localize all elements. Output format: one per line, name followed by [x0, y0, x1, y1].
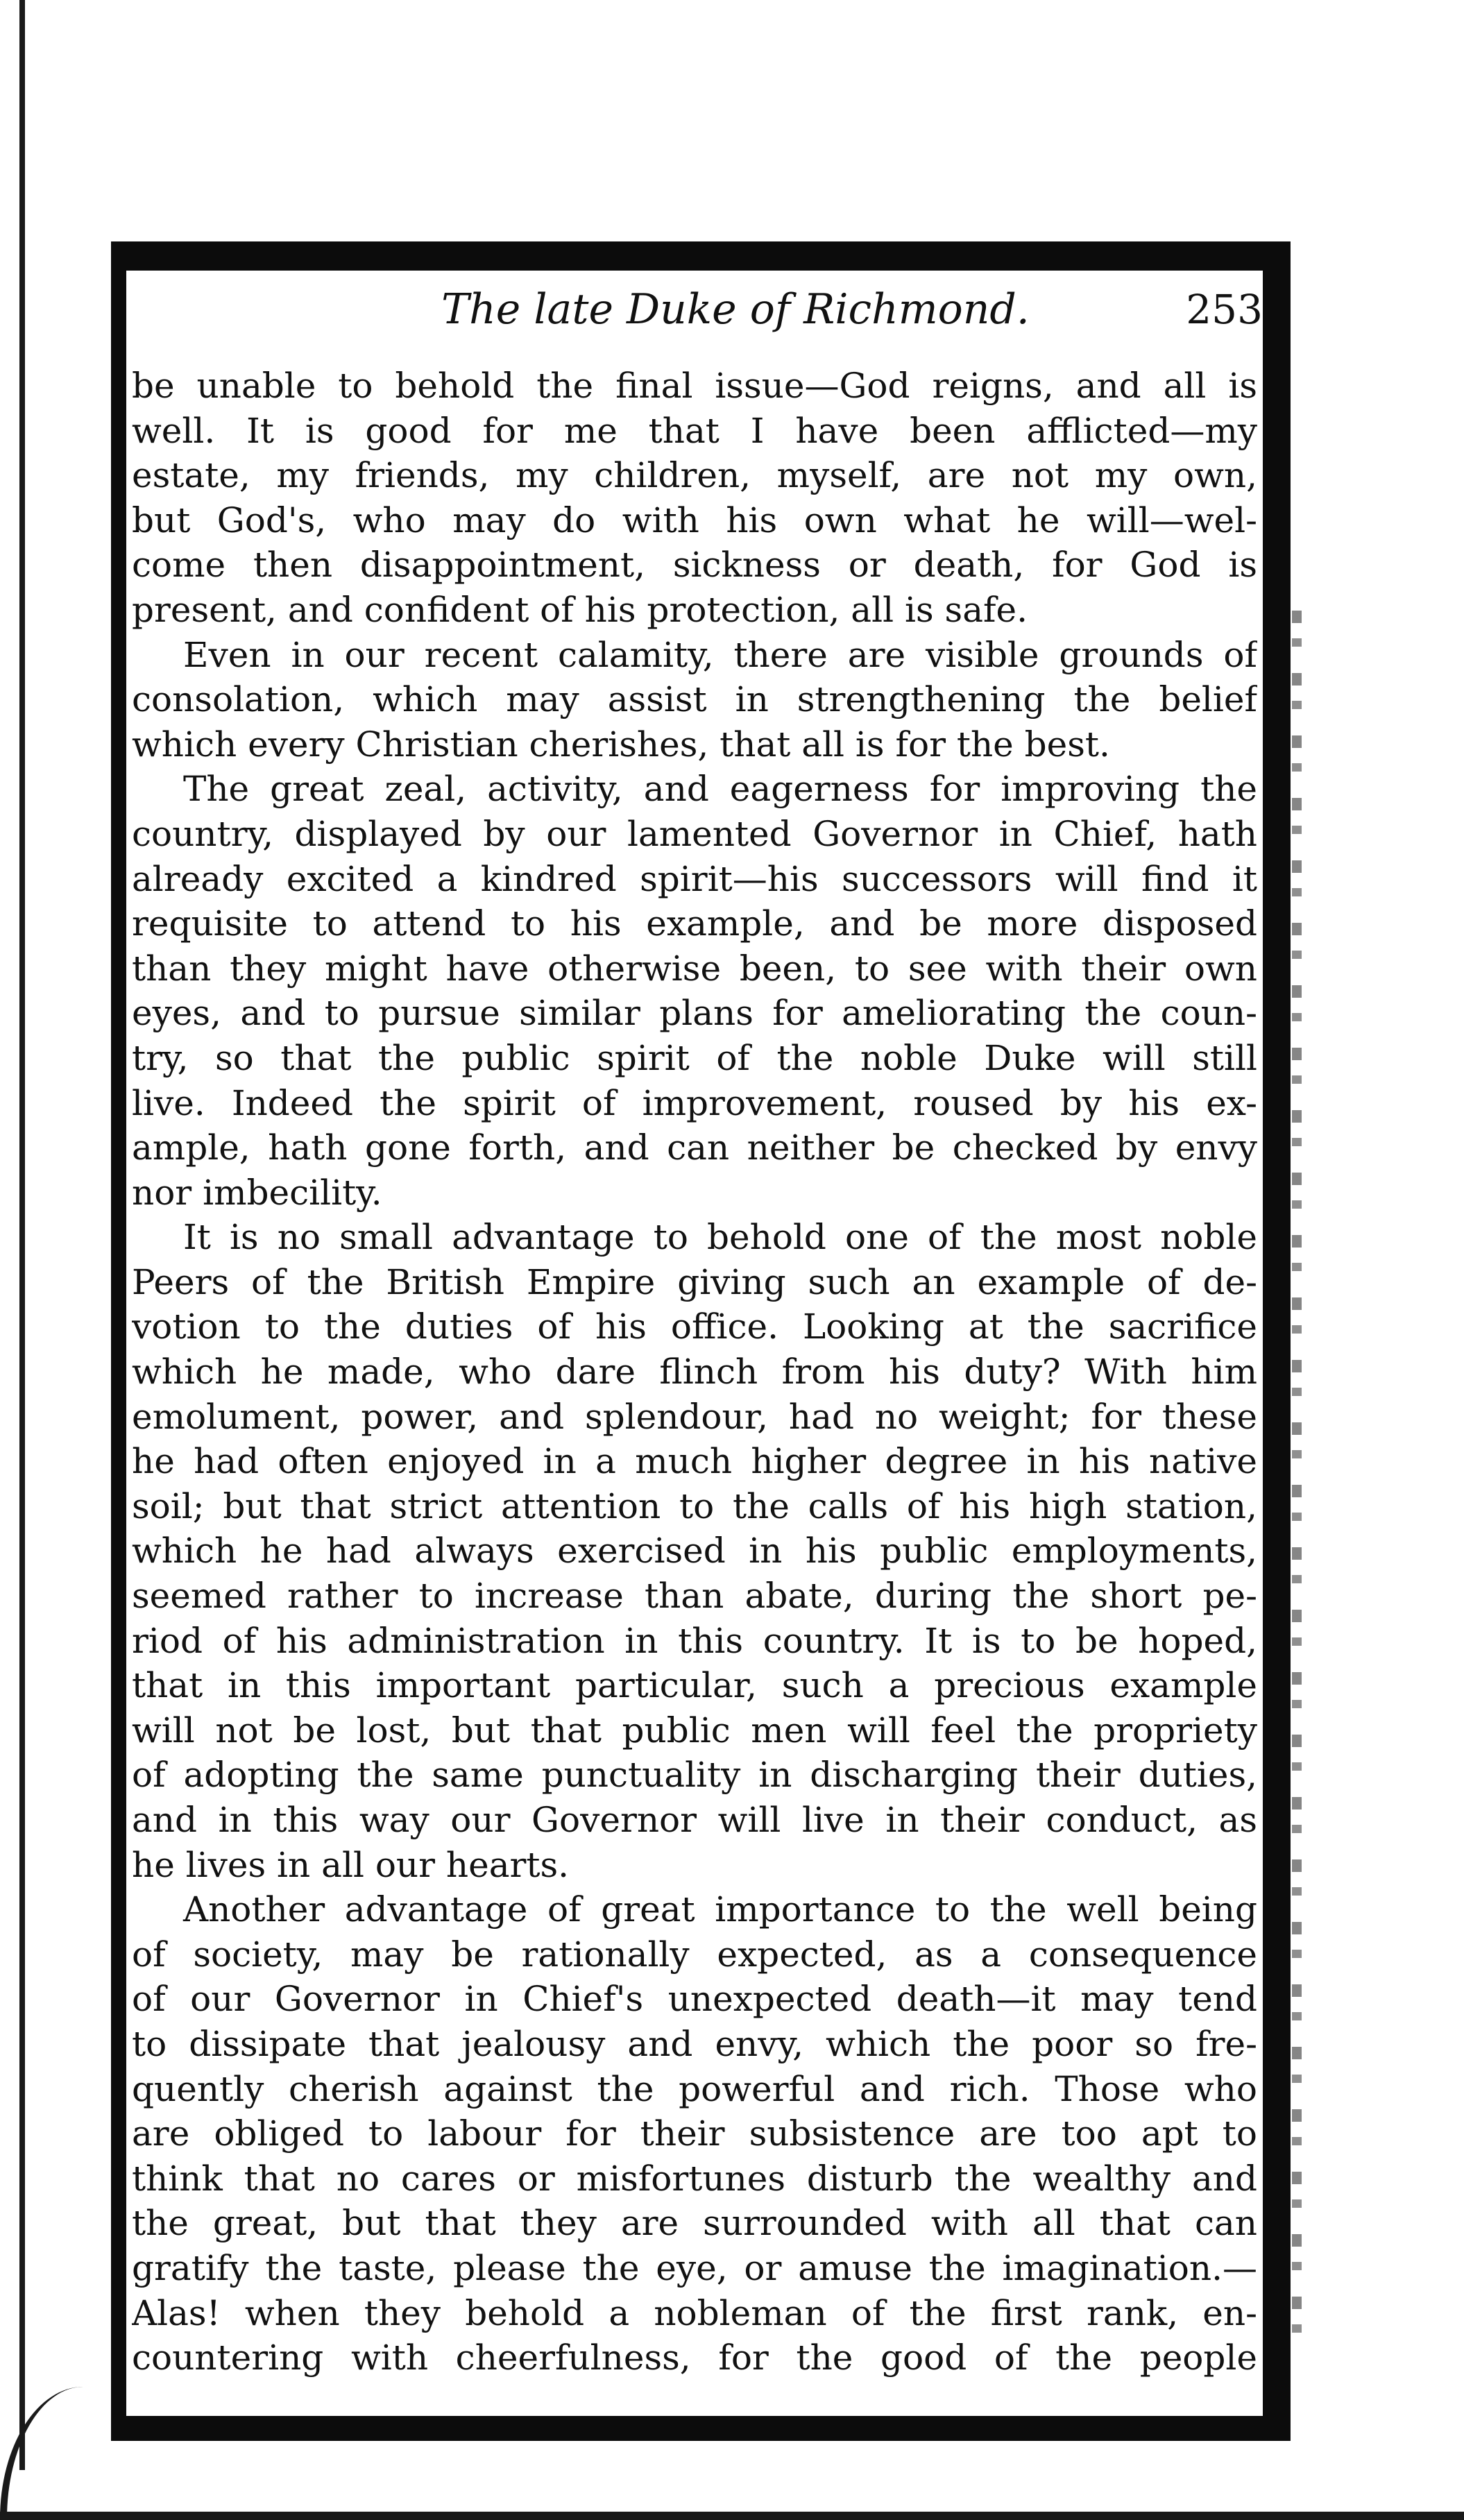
- text-line: try, so that the public spirit of the noble Duke will still: [132, 1037, 1257, 1078]
- body-text: [132, 364, 1257, 2381]
- text-line: well. It is good for me that I have been afflicted—my: [132, 410, 1257, 451]
- paragraph: [132, 767, 1257, 1215]
- text-line: seemed rather to increase than abate, during the short pe-: [132, 1576, 1257, 1617]
- paragraph: [132, 364, 1257, 633]
- paragraph: [132, 1215, 1257, 1887]
- text-line: countering with cheerfulness, for the good of the people: [132, 2338, 1257, 2378]
- text-line: and in this way our Governor will live in their conduct, as: [132, 1800, 1257, 1840]
- text-line: Peers of the British Empire giving such an example of de-: [132, 1261, 1257, 1302]
- text-line: estate, my friends, my children, myself, are not my own,: [132, 455, 1257, 496]
- text-line: the great, but that they are surrounded with all that can: [132, 2203, 1257, 2244]
- text-line: country, displayed by our lamented Governor in Chief, hath: [132, 813, 1257, 854]
- printed-page: [111, 241, 1291, 2441]
- text-line: are obliged to labour for their subsistence are too apt to: [132, 2113, 1257, 2154]
- text-line: riod of his administration in this country. It is to be hoped,: [132, 1620, 1257, 1661]
- text-line: emolument, power, and splendour, had no weight; for these: [132, 1396, 1257, 1437]
- text-line: but God's, who may do with his own what he will—wel-: [132, 500, 1257, 540]
- text-line: of our Governor in Chief's unexpected death—it may tend: [132, 1979, 1257, 2020]
- text-line: be unable to behold the final issue—God reigns, and all is: [132, 366, 1257, 406]
- text-line: of adopting the same punctuality in discharging their duties,: [132, 1755, 1257, 1796]
- text-line: soil; but that strict attention to the calls of his high station,: [132, 1485, 1257, 1526]
- text-line: ample, hath gone forth, and can neither be checked by envy: [132, 1127, 1257, 1168]
- text-line: live. Indeed the spirit of improvement, roused by his ex-: [132, 1082, 1257, 1123]
- text-line: consolation, which may assist in strengthening the belief: [132, 679, 1257, 720]
- text-line: will not be lost, but that public men will feel the propriety: [132, 1710, 1257, 1751]
- text-line: which he had always exercised in his public employments,: [132, 1531, 1257, 1572]
- paragraph: [132, 1887, 1257, 2381]
- text-line: quently cherish against the powerful and rich. Those who: [132, 2068, 1257, 2109]
- text-line: of society, may be rationally expected, as a consequence: [132, 1934, 1257, 1975]
- scan-left-edge: [19, 0, 25, 2470]
- text-line: gratify the taste, please the eye, or amuse the imagination.—: [132, 2247, 1257, 2288]
- text-line: already excited a kindred spirit—his successors will find it: [132, 858, 1257, 899]
- text-line: come then disappointment, sickness or death, for God is: [132, 545, 1257, 586]
- text-line: eyes, and to pursue similar plans for ameliorating the coun-: [132, 993, 1257, 1034]
- paragraph: [132, 633, 1257, 767]
- scan-bottom-edge: [0, 2512, 1464, 2520]
- text-line: present, and confident of his protection, all is safe.: [132, 589, 1028, 630]
- text-line: Another advantage of great importance to the well being: [183, 1889, 1257, 1930]
- text-line: Alas! when they behold a nobleman of the first rank, en-: [132, 2292, 1257, 2333]
- text-line: he lives in all our hearts.: [132, 1844, 570, 1885]
- text-line: Even in our recent calamity, there are visible grounds of: [183, 634, 1257, 675]
- page-number: 253: [1186, 286, 1263, 333]
- scan-noise-right: [1292, 611, 1302, 2359]
- text-line: which every Christian cherishes, that all is for the best.: [132, 724, 1110, 765]
- text-line: than they might have otherwise been, to see with their own: [132, 948, 1257, 989]
- text-line: he had often enjoyed in a much higher degree in his native: [132, 1441, 1257, 1482]
- text-line: which he made, who dare flinch from his duty? With him: [132, 1352, 1257, 1393]
- text-line: think that no cares or misfortunes disturb the wealthy and: [132, 2158, 1257, 2199]
- book-binding-curve: [0, 2387, 90, 2520]
- text-line: It is no small advantage to behold one of the most noble: [183, 1217, 1257, 1258]
- page-header: [146, 284, 1263, 340]
- text-line: that in this important particular, such a precious example: [132, 1665, 1257, 1706]
- text-line: requisite to attend to his example, and be more disposed: [132, 903, 1257, 944]
- text-line: nor imbecility.: [132, 1172, 382, 1213]
- text-line: to dissipate that jealousy and envy, which the poor so fre-: [132, 2023, 1257, 2064]
- text-line: The great zeal, activity, and eagerness for improving the: [183, 769, 1257, 810]
- text-line: votion to the duties of his office. Looking at the sacrifice: [132, 1306, 1257, 1347]
- running-title: The late Duke of Richmond.: [441, 285, 1030, 334]
